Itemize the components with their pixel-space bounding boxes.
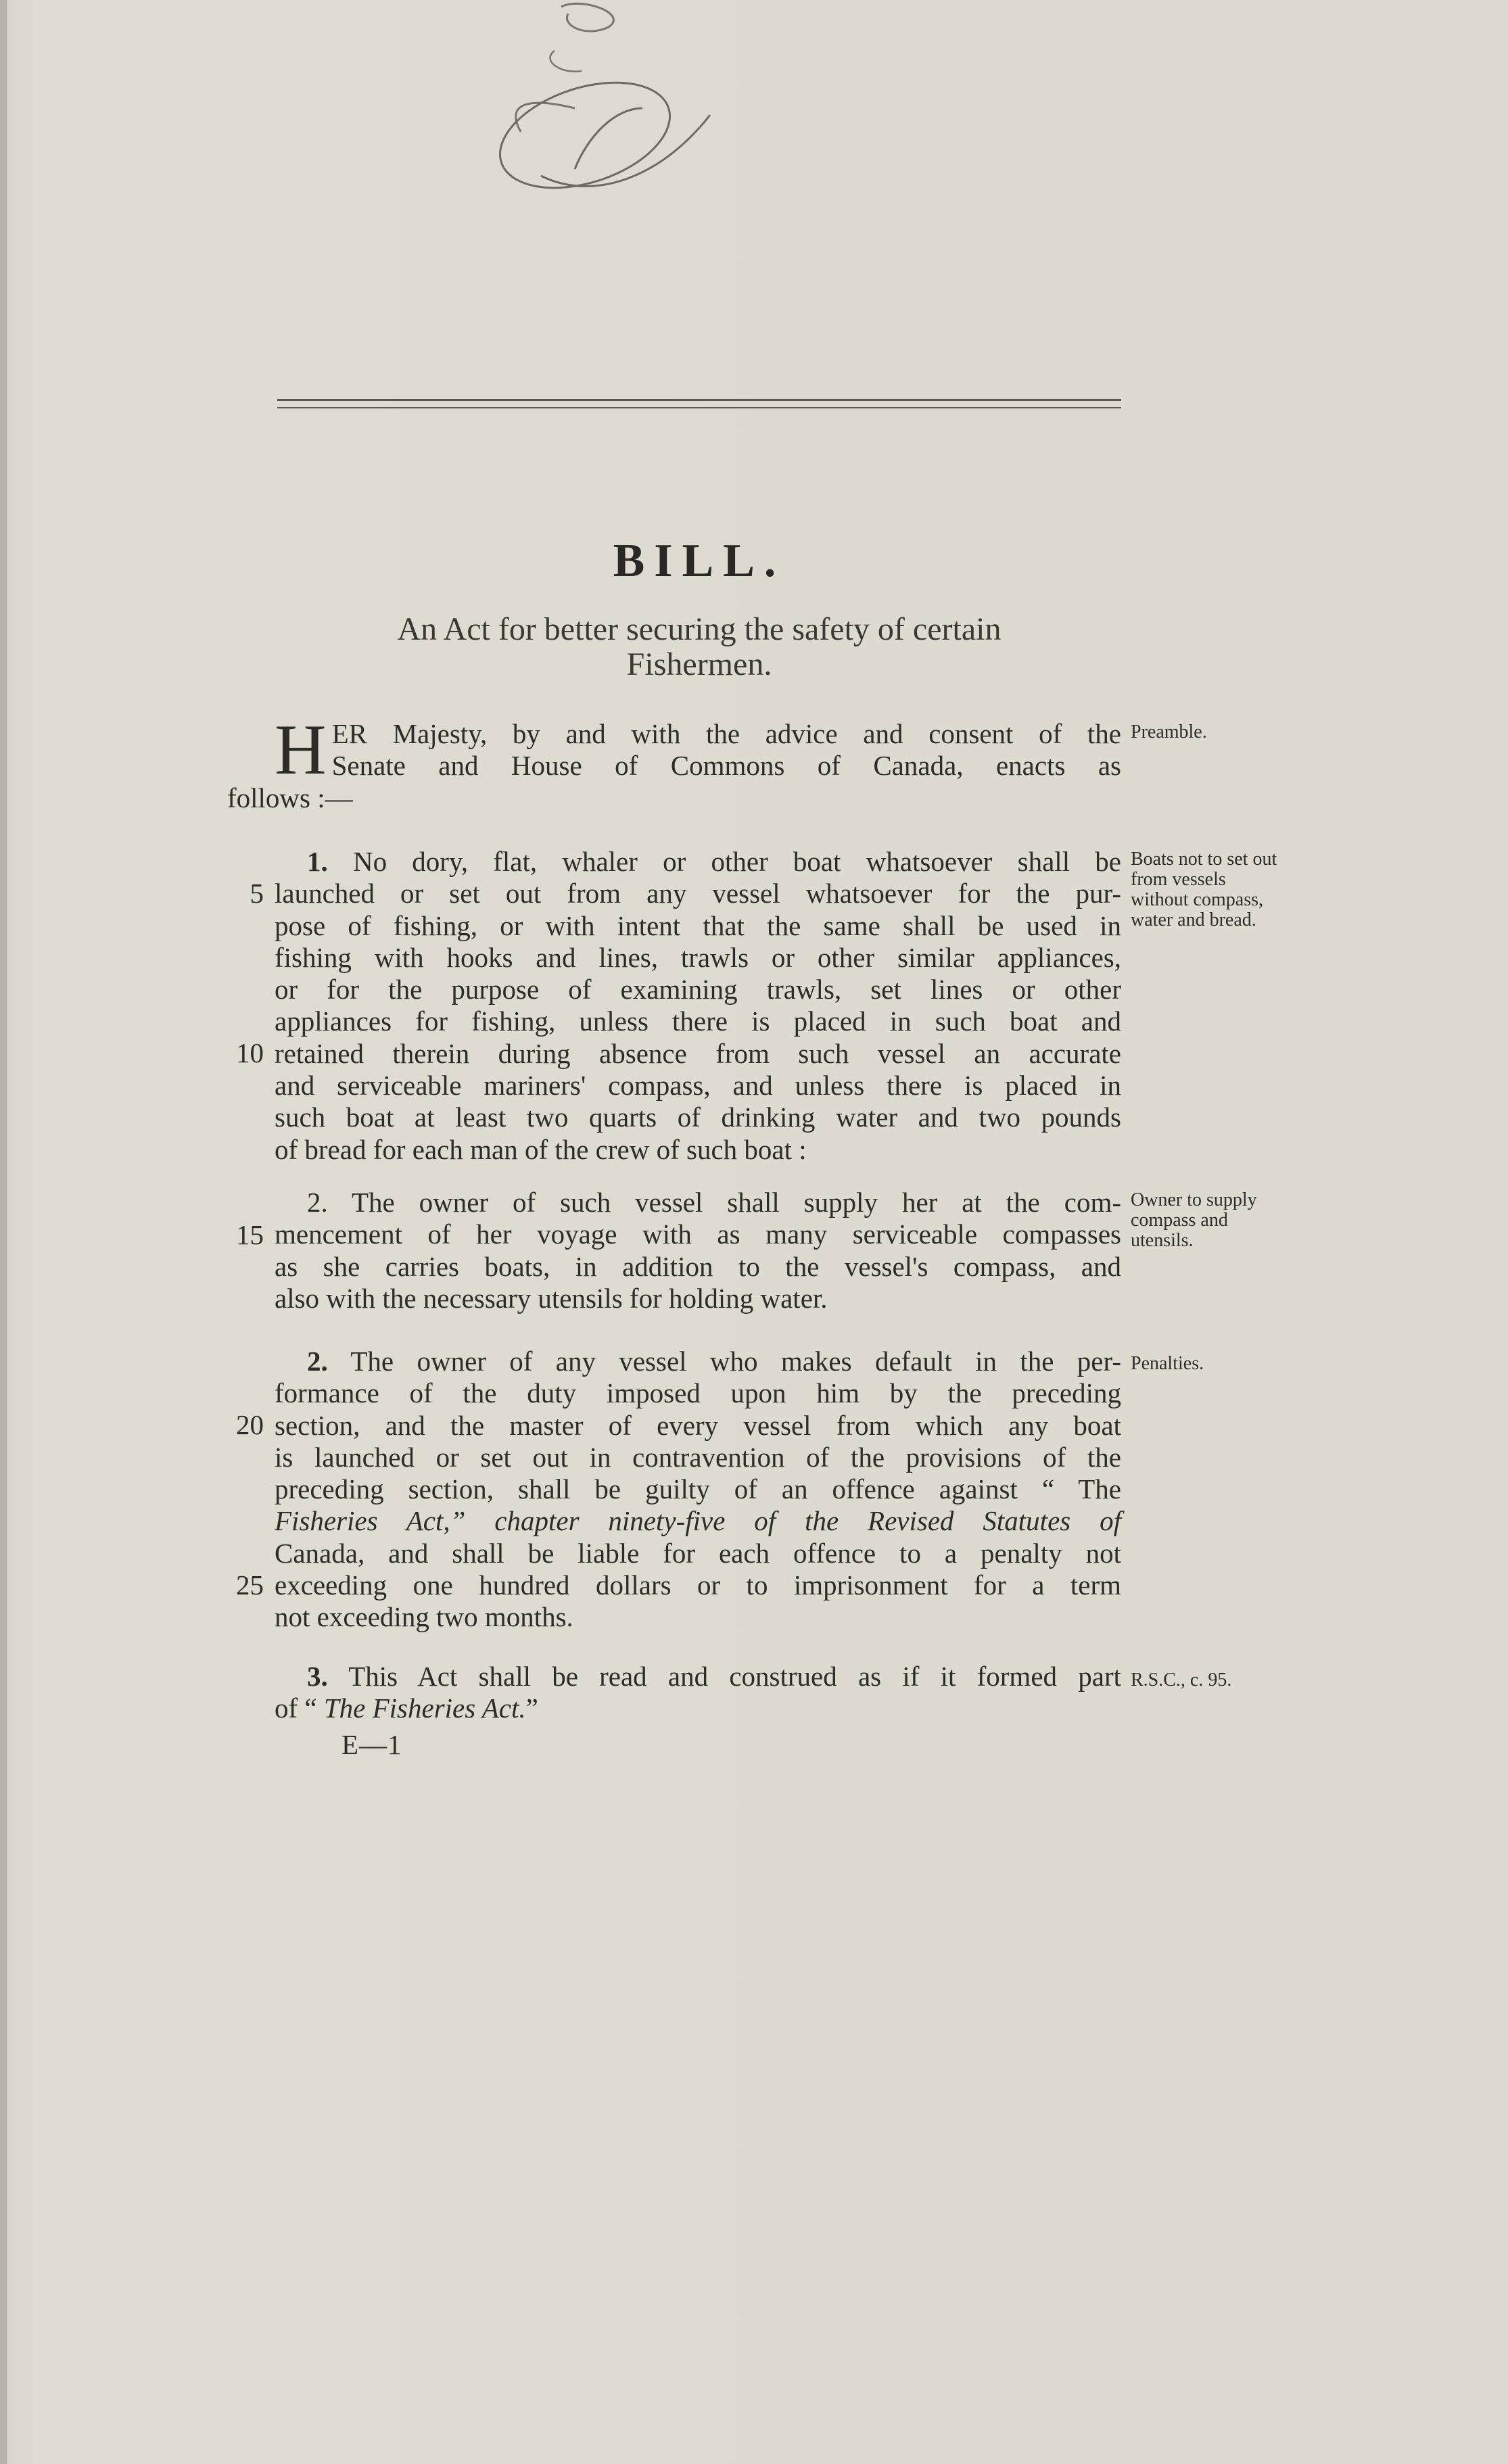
text-line: of “ The Fisheries Act.” (275, 1692, 538, 1724)
text-line: of bread for each man of the crew of such boat : (275, 1133, 807, 1165)
text-line: formance of the duty imposed upon him by the preceding (275, 1377, 1121, 1409)
text-line: ER Majesty, by and with the advice and consent of the (331, 718, 1121, 749)
line-number: 10 (236, 1037, 264, 1068)
line-number: 15 (236, 1219, 264, 1250)
text-line: section, and the master of every vessel from which any boat (275, 1409, 1121, 1441)
header-double-rule (277, 399, 1121, 408)
text-line: or for the purpose of examining trawls, set lines or other (275, 974, 1121, 1005)
text-line: is launched or set out in contravention of the provisions of the (275, 1441, 1121, 1473)
text-line: 3. This Act shall be read and construed as if it formed part (307, 1661, 1121, 1692)
text-line: as she carries boats, in addition to the vessel's compass, and (275, 1250, 1121, 1282)
text-line: fishing with hooks and lines, trawls or other similar appliances, (275, 941, 1121, 973)
handwritten-mark (460, 0, 730, 223)
text-line: launched or set out from any vessel whatsoever for the pur- (275, 878, 1121, 909)
line-number: 25 (236, 1569, 264, 1601)
section-1-subsection-2 (275, 1187, 1121, 1314)
text-line: Fisheries Act,” chapter ninety-five of the Revised Statutes of (275, 1505, 1121, 1537)
drop-cap: H (275, 710, 327, 789)
preamble-paragraph (227, 710, 1121, 814)
text-line: retained therein during absence from such vessel an accurate (275, 1037, 1121, 1069)
section-2-paragraph (275, 1346, 1121, 1634)
text-line: 1. No dory, flat, whaler or other boat whatsoever shall be (307, 846, 1121, 877)
text-line: exceeding one hundred dollars or to imprisonment for a term (275, 1569, 1121, 1601)
bill-code: E—1 (341, 1729, 402, 1760)
line-number: 5 (250, 878, 264, 909)
text-line: and serviceable mariners' compass, and unless there is placed in (275, 1070, 1121, 1101)
section-number: 2. (307, 1187, 328, 1218)
section-3-paragraph (275, 1661, 1121, 1725)
text-line: mencement of her voyage with as many serviceable compasses (275, 1218, 1121, 1250)
line-number: 20 (236, 1409, 264, 1440)
margin-note-owner: Owner to supply compass and utensils. (1131, 1189, 1257, 1251)
text-line: such boat at least two quarts of drinking water and two pounds (275, 1101, 1121, 1133)
text-line: appliances for fishing, unless there is placed in such boat and (275, 1005, 1121, 1037)
page-edge-shadow (0, 0, 7, 2464)
text-line: follows :— (227, 782, 353, 813)
margin-note-penalties: Penalties. (1131, 1353, 1204, 1374)
text-line: not exceeding two months. (275, 1601, 573, 1633)
text-line: Senate and House of Commons of Canada, enacts as (331, 750, 1121, 782)
bill-subtitle (277, 612, 1121, 682)
section-number: 1. (307, 846, 328, 877)
section-number: 2. (307, 1346, 328, 1377)
margin-note-preamble: Preamble. (1131, 721, 1207, 742)
text-line: pose of fishing, or with intent that the same shall be used in (275, 909, 1121, 941)
margin-note-rsc: R.S.C., c. 95. (1131, 1669, 1232, 1690)
subtitle-line: Fishermen. (626, 646, 772, 682)
subtitle-line: An Act for better securing the safety of certain (397, 611, 1002, 647)
section-1-paragraph (275, 846, 1121, 1166)
text-line: 2. The owner of such vessel shall supply her at the com- (307, 1187, 1122, 1218)
text-line: also with the necessary utensils for holding water. (275, 1282, 828, 1314)
text-line: preceding section, shall be guilty of an offence against “ The (275, 1473, 1121, 1505)
text-line: 2. The owner of any vessel who makes default in the per- (307, 1346, 1121, 1377)
section-number: 3. (307, 1661, 328, 1692)
bill-title: BILL. (613, 535, 786, 587)
margin-note-section-1: Boats not to set out from vessels without compass, water and bread. (1131, 849, 1277, 930)
text-line: Canada, and shall be liable for each offence to a penalty not (275, 1537, 1121, 1569)
